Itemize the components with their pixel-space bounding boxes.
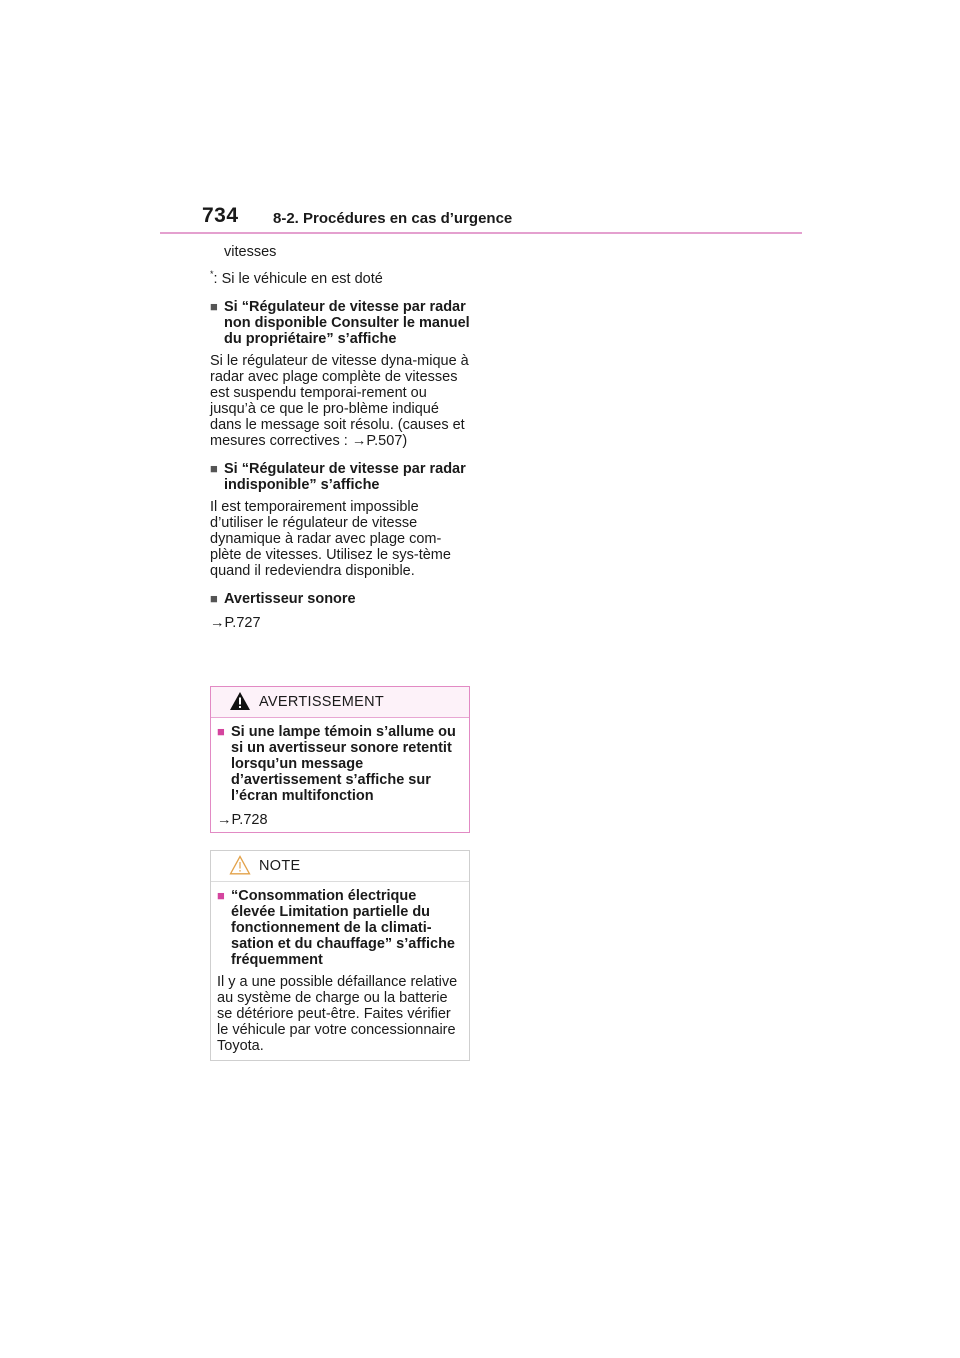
section-body: Il est temporairement impossible d’utiliser le régulateur de vitesse dynamique à radar avec plage com-plète de vitesses. Utilisez le sys-tème quand il redeviendra disponible.: [210, 498, 451, 579]
note-heading-text: “Consommation électrique élevée Limitation partielle du fonctionnement de la climati-sation et du chauffage” s’affiche fréquemment: [231, 888, 455, 968]
section-heading-radar-unavailable-manual: [210, 299, 472, 347]
warning-heading-text: Si une lampe témoin s’allume ou si un avertisseur sonore retentit lorsqu’un message d’avertissement s’affiche sur l’écran multifonction: [231, 724, 456, 804]
note-box: [210, 850, 470, 1061]
footnote-text: : Si le véhicule en est doté: [213, 270, 383, 287]
warning-triangle-icon: [229, 691, 251, 711]
footnote: [210, 266, 472, 287]
note-heading: [217, 888, 463, 968]
warning-box: [210, 686, 470, 833]
warning-heading: [217, 724, 463, 804]
note-box-title: NOTE: [259, 858, 301, 874]
page-header: [160, 204, 802, 234]
footnote-mark: *: [210, 269, 214, 279]
warning-box-header: [211, 687, 469, 718]
section-heading-text: Si “Régulateur de vitesse par radar indisponible” s’affiche: [224, 460, 466, 493]
header-divider: [160, 232, 802, 234]
square-bullet-icon: ■: [217, 724, 225, 739]
note-body-text: Il y a une possible défaillance relative au système de charge ou la batterie se détériore peut-être. Faites vérifier le véhicule par votre concessionnaire Toyota.: [217, 974, 458, 1054]
warning-box-title: AVERTISSEMENT: [259, 694, 385, 710]
square-bullet-icon: ■: [210, 298, 218, 314]
section-heading-radar-unavailable: [210, 461, 472, 493]
warning-box-body: [211, 718, 469, 828]
note-box-body: [211, 882, 469, 1054]
section-body: Si le régulateur de vitesse dyna-mique à radar avec plage complète de vitesses est suspendu temporai-rement ou jusqu’à ce que le pro-blème indiqué dans le message soit résolu. (causes et mesures correctives : →P.507): [210, 352, 469, 449]
main-column: [210, 244, 472, 631]
page-reference: →P.727: [210, 614, 261, 631]
continuation-text: vitesses: [224, 244, 277, 260]
note-box-header: [211, 851, 469, 882]
page-number: 734: [202, 204, 239, 227]
section-title: 8-2. Procédures en cas d’urgence: [273, 210, 513, 227]
section-heading-text: Avertisseur sonore: [224, 590, 356, 607]
square-bullet-icon: ■: [210, 460, 218, 476]
section-heading-text: Si “Régulateur de vitesse par radar non disponible Consulter le manuel du propriétaire” s’affiche: [224, 298, 470, 347]
section-heading-buzzer: [210, 591, 472, 607]
square-bullet-icon: ■: [217, 888, 225, 903]
caution-triangle-outline-icon: [229, 855, 251, 875]
warning-page-reference: →P.728: [217, 812, 268, 828]
square-bullet-icon: ■: [210, 590, 218, 606]
